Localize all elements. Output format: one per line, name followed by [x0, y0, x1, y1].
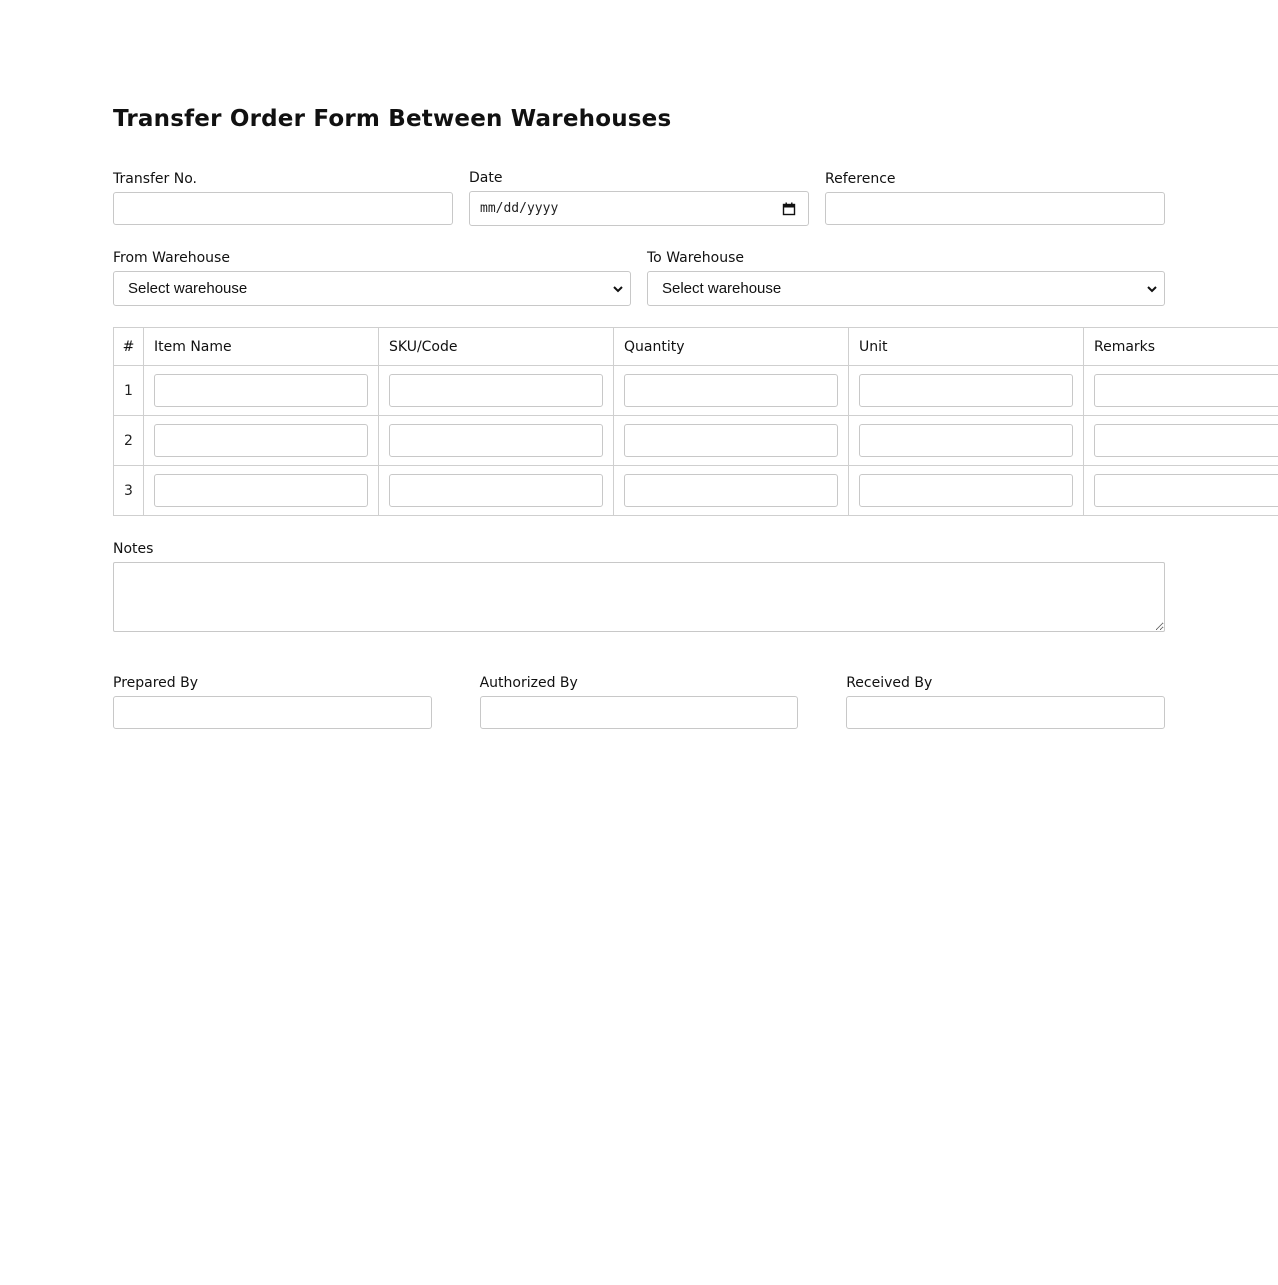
table-row — [114, 366, 1278, 416]
notes-section — [113, 541, 1165, 632]
to-warehouse-select[interactable] — [647, 271, 1165, 306]
page-title: Transfer Order Form Between Warehouses — [113, 106, 672, 132]
notes-label: Notes — [113, 541, 154, 557]
authorized-by-input[interactable] — [480, 696, 799, 729]
item-name-cell — [144, 466, 379, 516]
column-header-unit: Unit — [849, 328, 1084, 366]
unit-cell — [849, 466, 1084, 516]
transfer-no-input[interactable] — [113, 192, 453, 225]
column-header-sku: SKU/Code — [379, 328, 614, 366]
received-by-field — [846, 675, 1165, 729]
remarks-cell — [1084, 366, 1278, 416]
unit-cell — [849, 366, 1084, 416]
sku-cell — [379, 366, 614, 416]
row-number: 2 — [114, 416, 144, 466]
sku-input[interactable] — [389, 474, 603, 507]
warehouse-row — [113, 250, 1165, 306]
transfer-no-label: Transfer No. — [113, 171, 197, 187]
item-name-input[interactable] — [154, 424, 368, 457]
from-warehouse-selected: Select warehouse — [128, 280, 248, 297]
sku-input[interactable] — [389, 424, 603, 457]
table-row — [114, 416, 1278, 466]
unit-input[interactable] — [859, 374, 1073, 407]
signatures-row — [113, 675, 1165, 729]
received-by-input[interactable] — [846, 696, 1165, 729]
date-label: Date — [469, 170, 503, 186]
authorized-by-field — [480, 675, 799, 729]
table-header-row — [114, 328, 1278, 366]
item-name-cell — [144, 416, 379, 466]
header-fields-row — [113, 171, 1165, 226]
item-name-input[interactable] — [154, 374, 368, 407]
from-warehouse-select[interactable] — [113, 271, 631, 306]
column-header-quantity: Quantity — [614, 328, 849, 366]
reference-field — [825, 171, 1165, 226]
remarks-input[interactable] — [1094, 424, 1278, 457]
to-warehouse-label: To Warehouse — [647, 250, 744, 266]
quantity-cell — [614, 466, 849, 516]
remarks-input[interactable] — [1094, 474, 1278, 507]
sku-input[interactable] — [389, 374, 603, 407]
column-header-number: # — [114, 328, 144, 366]
quantity-input[interactable] — [624, 374, 838, 407]
remarks-cell — [1084, 466, 1278, 516]
sku-cell — [379, 416, 614, 466]
date-input[interactable] — [469, 191, 809, 226]
remarks-input[interactable] — [1094, 374, 1278, 407]
column-header-item-name: Item Name — [144, 328, 379, 366]
items-table — [113, 327, 1278, 516]
item-name-cell — [144, 366, 379, 416]
received-by-label: Received By — [846, 675, 933, 691]
remarks-cell — [1084, 416, 1278, 466]
unit-input[interactable] — [859, 424, 1073, 457]
items-table-wrapper — [113, 327, 1278, 516]
row-number: 3 — [114, 466, 144, 516]
calendar-icon[interactable] — [782, 202, 796, 216]
date-field — [469, 171, 809, 226]
column-header-remarks: Remarks — [1084, 328, 1278, 366]
date-placeholder: mm/dd/yyyy — [480, 201, 559, 216]
prepared-by-input[interactable] — [113, 696, 432, 729]
reference-label: Reference — [825, 171, 896, 187]
unit-input[interactable] — [859, 474, 1073, 507]
quantity-cell — [614, 416, 849, 466]
to-warehouse-selected: Select warehouse — [662, 280, 782, 297]
from-warehouse-field — [113, 250, 631, 306]
table-row — [114, 466, 1278, 516]
reference-input[interactable] — [825, 192, 1165, 225]
to-warehouse-field — [647, 250, 1165, 306]
quantity-input[interactable] — [624, 424, 838, 457]
notes-textarea[interactable] — [113, 562, 1165, 632]
unit-cell — [849, 416, 1084, 466]
sku-cell — [379, 466, 614, 516]
quantity-cell — [614, 366, 849, 416]
row-number: 1 — [114, 366, 144, 416]
authorized-by-label: Authorized By — [479, 675, 578, 691]
prepared-by-label: Prepared By — [113, 675, 199, 691]
quantity-input[interactable] — [624, 474, 838, 507]
item-name-input[interactable] — [154, 474, 368, 507]
chevron-down-icon — [1146, 284, 1158, 294]
prepared-by-field — [113, 675, 432, 729]
from-warehouse-label: From Warehouse — [113, 250, 230, 266]
chevron-down-icon — [612, 284, 624, 294]
transfer-no-field — [113, 171, 453, 226]
